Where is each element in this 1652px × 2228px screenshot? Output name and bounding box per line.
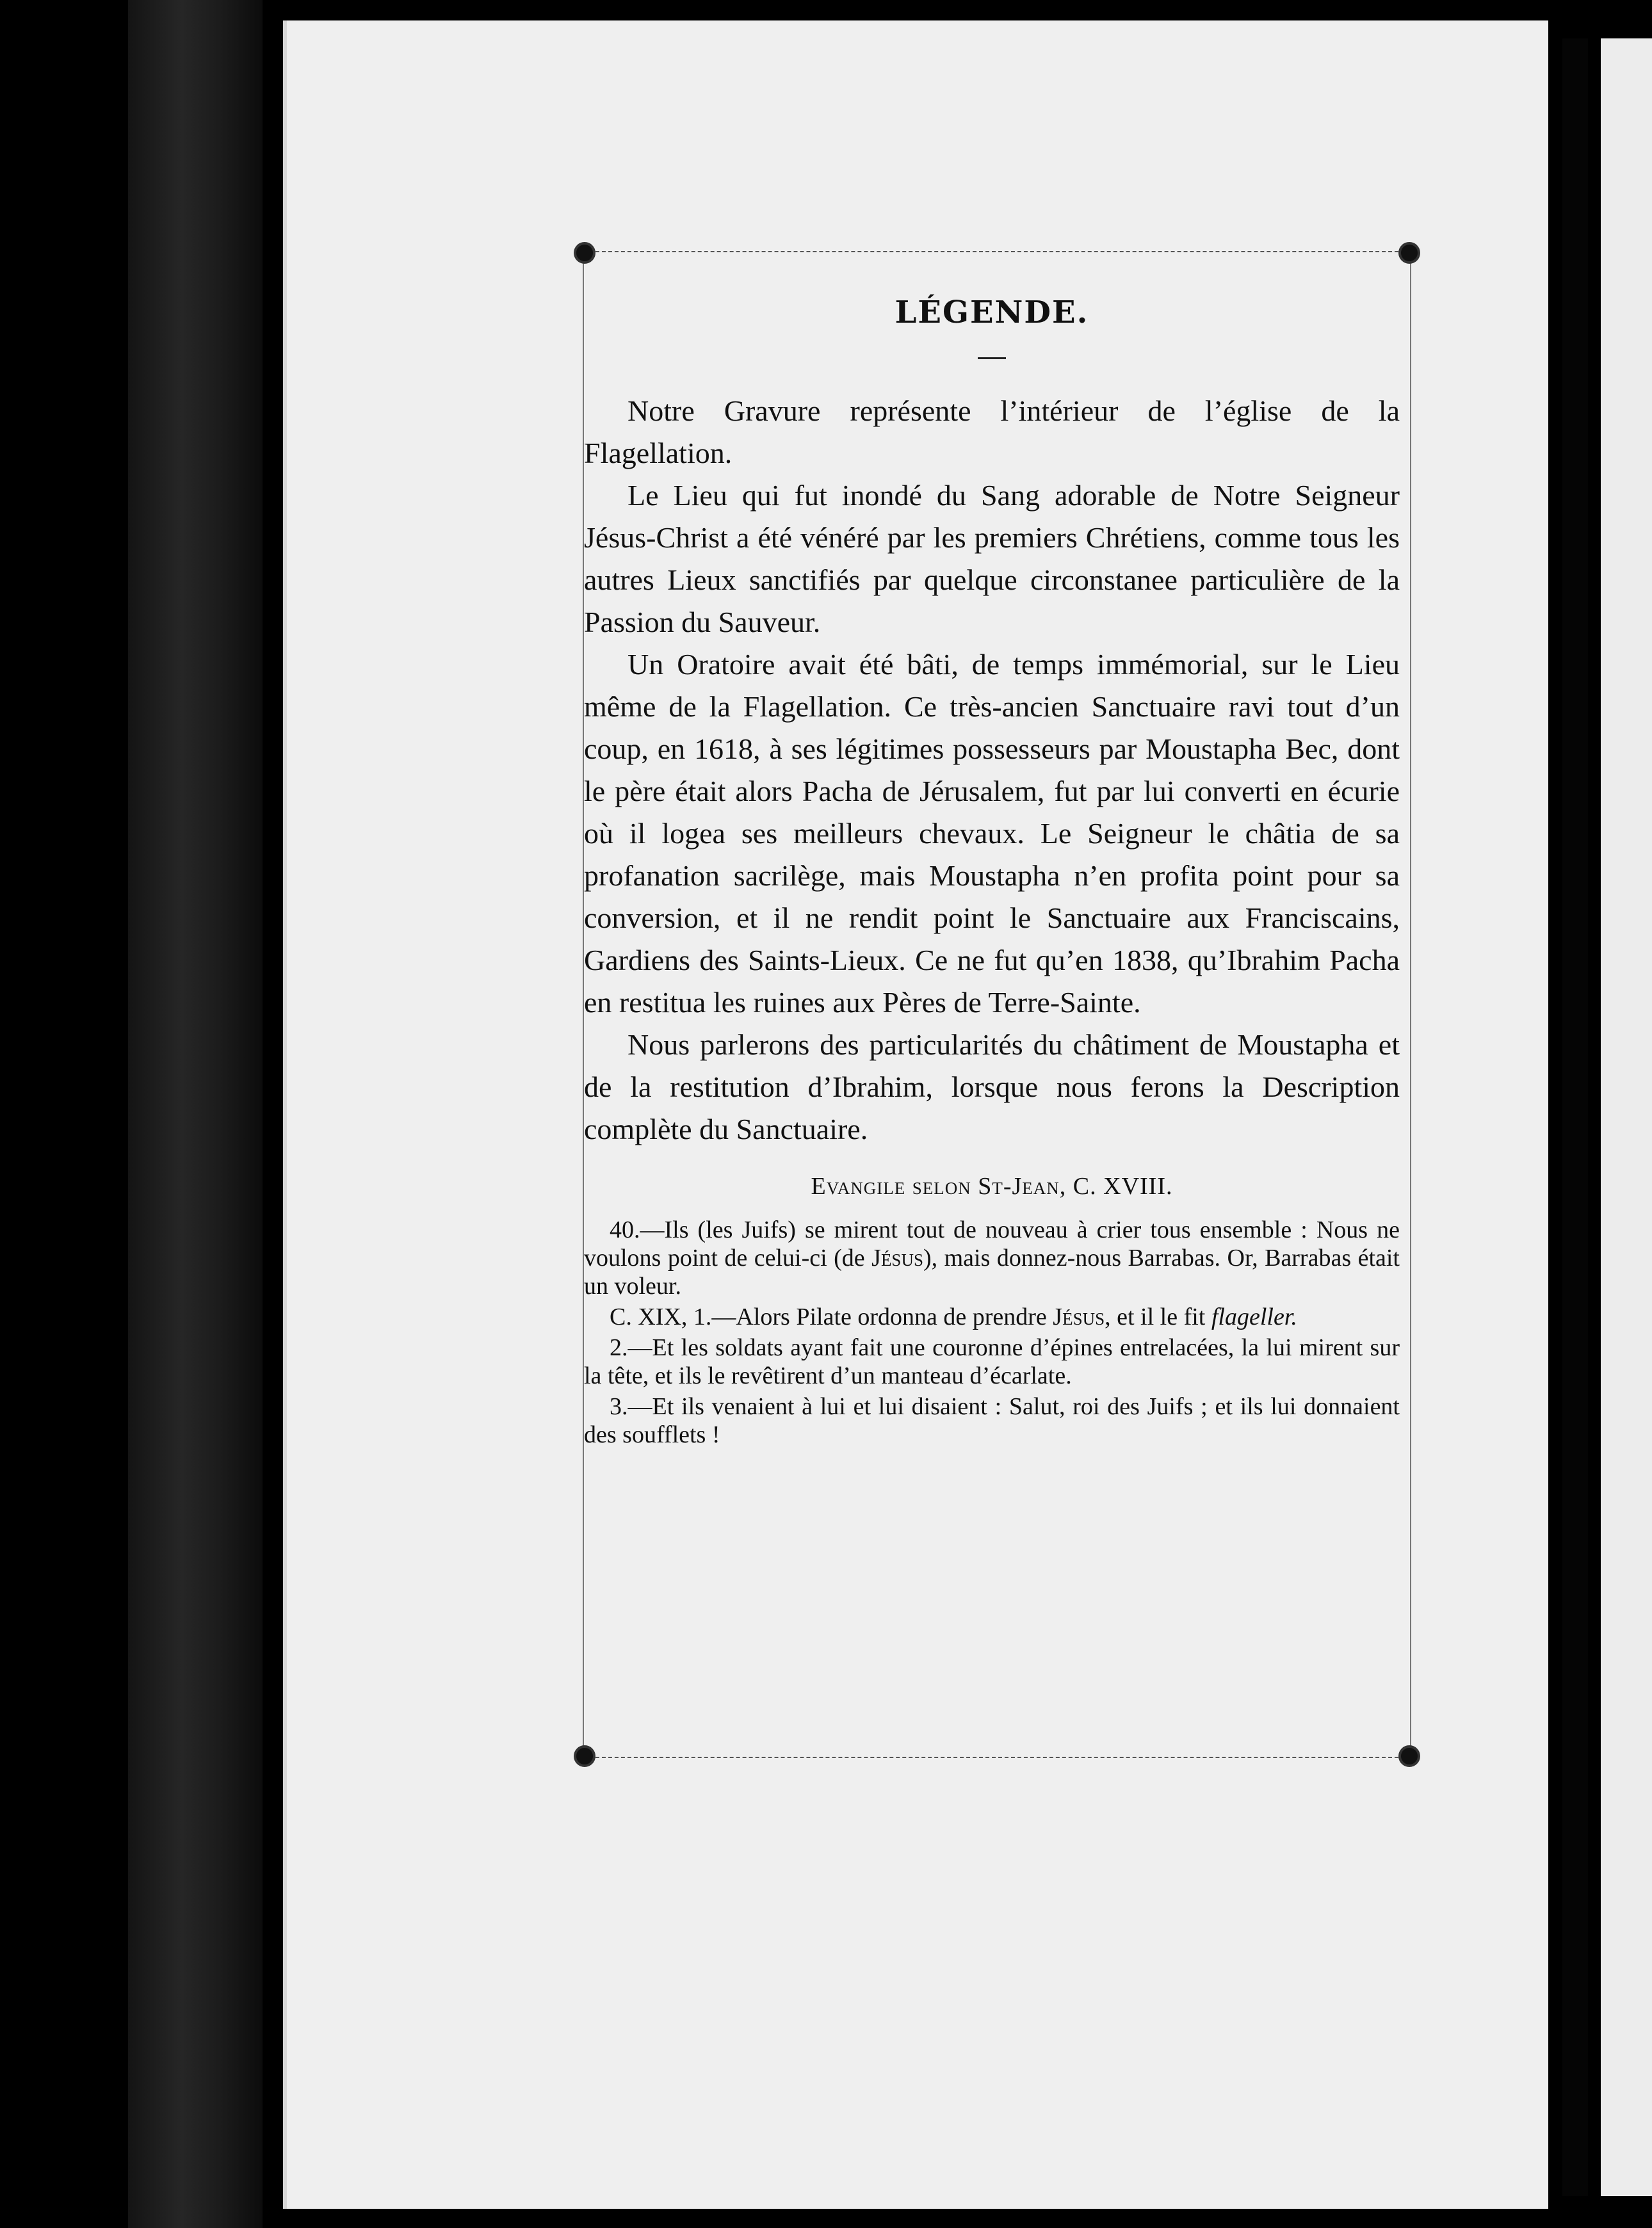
verse-italic: flageller. [1211, 1303, 1297, 1330]
book-spine [128, 0, 263, 2228]
verse-name: Jésus [1053, 1303, 1105, 1330]
page-title: LÉGENDE. [895, 295, 1089, 330]
verse [584, 1303, 1400, 1331]
next-page-edge [1601, 38, 1652, 2196]
paragraph: Le Lieu qui fut inondé du Sang adorable de Notre Seigneur Jésus-Christ a été vénéré par les premiers Chrétiens, comme tous les autres Lieux sanctifiés par quelque circonstanee particulière de la Passion du Sauveur. [584, 478, 1400, 638]
verse-text: ), mais donnez-nous Barrabas. Or, Barrabas était un voleur. [584, 1244, 1400, 1300]
page-content [584, 275, 1400, 1451]
verse-text: C. XIX, 1.—Alors Pilate ordonna de prendre [610, 1303, 1053, 1330]
gospel-source: Evangile selon St-Jean, C. XVIII. [811, 1172, 1173, 1200]
verse: 2.—Et les soldats ayant fait une couronne d’épines entrelacées, la lui mirent sur la tête, et ils le revêtirent d’un manteau d’écarlate. [584, 1334, 1400, 1389]
verse-text: , et il le fit [1105, 1303, 1211, 1330]
title-divider [978, 357, 1006, 359]
corner-ornament-icon [574, 242, 595, 264]
paragraph: Un Oratoire avait été bâti, de temps immémorial, sur le Lieu même de la Flagellation. Ce très-ancien Sanctuaire ravi tout d’un coup, en 1618, à ses légitimes possesseurs par Moustapha Bec, dont le père était alors Pacha de Jérusalem, fut par lui converti en écurie où il logea ses meilleurs chevaux. Le Seigneur le châtia de sa profanation sacrilège, mais Moustapha n’en profita point pour sa conversion, et il ne rendit point le Sanctuaire aux Franciscains, Gardiens des Saints-Lieux. Ce ne fut qu’en 1838, qu’Ibrahim Pacha en restitua les ruines aux Pères de Terre-Sainte. [584, 647, 1400, 1019]
gutter-shadow [1562, 38, 1588, 2196]
verse-name: Jésus [871, 1244, 923, 1271]
verse-text: 40.—Ils (les Juifs) se mirent tout de nouveau à crier tous ensemble : Nous ne voulons point de celui-ci (de [584, 1216, 1400, 1271]
corner-ornament-icon [574, 1745, 595, 1767]
verse: 3.—Et ils venaient à lui et lui disaient : Salut, roi des Juifs ; et ils lui donnaient des soufflets ! [584, 1392, 1400, 1448]
corner-ornament-icon [1398, 1745, 1420, 1767]
legend-body [584, 390, 1400, 1150]
corner-ornament-icon [1398, 242, 1420, 264]
paragraph: Nous parlerons des particularités du châtiment de Moustapha et de la restitution d’Ibrahim, lorsque nous ferons la Description complète du Sanctuaire. [584, 1028, 1400, 1145]
verses [584, 1216, 1400, 1449]
paragraph: Notre Gravure représente l’intérieur de l’église de la Flagellation. [584, 394, 1400, 469]
verse [584, 1216, 1400, 1300]
